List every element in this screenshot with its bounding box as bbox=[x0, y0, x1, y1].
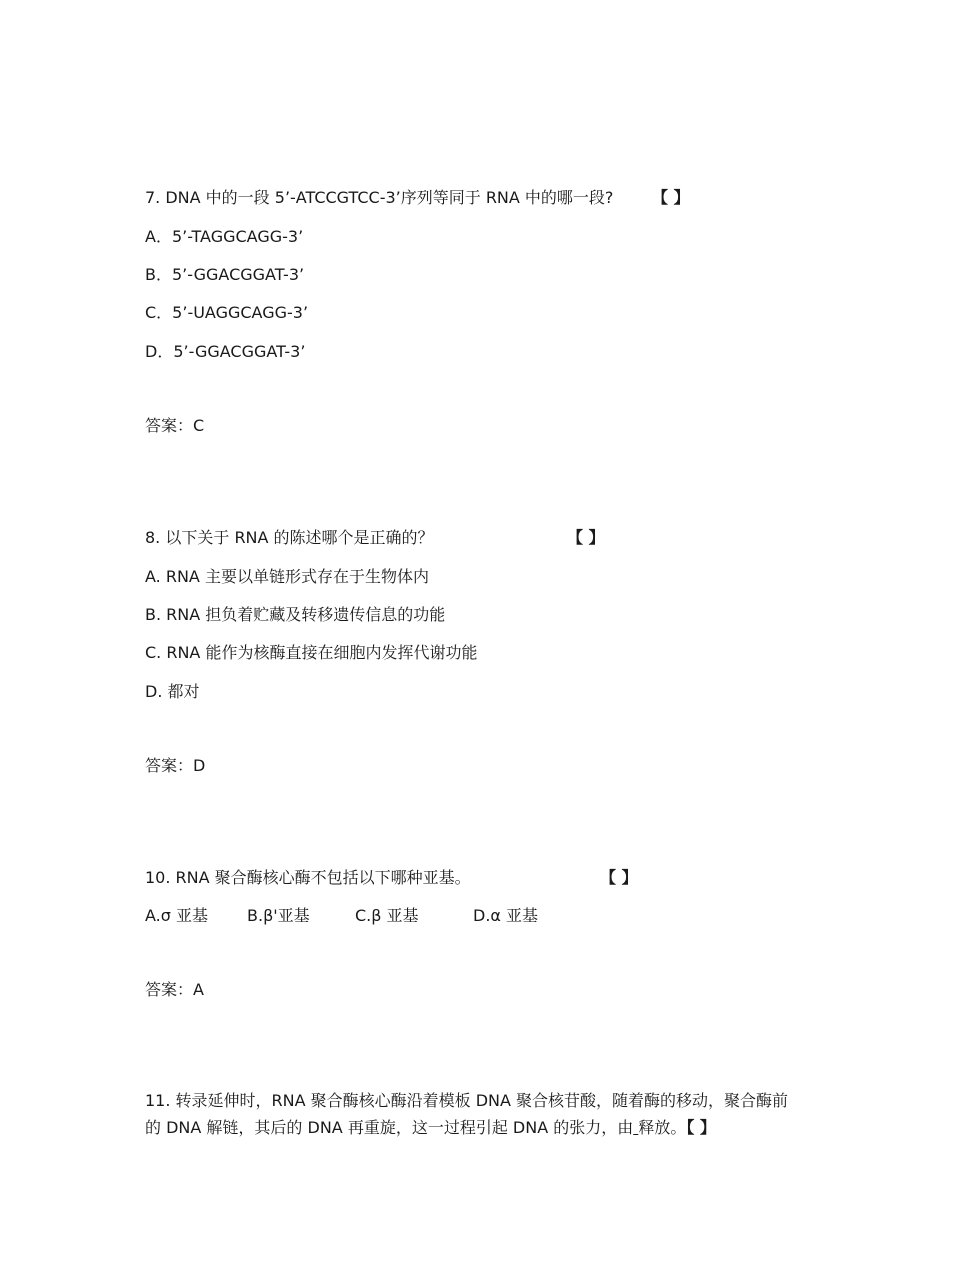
q11-stem-line2 bbox=[145, 1117, 716, 1139]
q7-stem: 7. DNA 中的一段 5’-ATCCGTCC-3’序列等同于 RNA 中的哪一段? bbox=[145, 188, 614, 207]
q8-bracket: 【 】 bbox=[567, 528, 605, 547]
q7-option-d: D．5’-GGACGGAT-3’ bbox=[145, 342, 306, 361]
q7-option-c: C．5’-UAGGCAGG-3’ bbox=[145, 303, 309, 322]
q8-stem: 8. 以下关于 RNA 的陈述哪个是正确的？ bbox=[145, 528, 434, 547]
q8-option-a: A. RNA 主要以单链形式存在于生物体内 bbox=[145, 567, 429, 586]
q10-option-d: D.α 亚基 bbox=[473, 906, 539, 925]
q10-option-b: B.β'亚基 bbox=[247, 906, 310, 925]
q11-stem-line1: 11. 转录延伸时，RNA 聚合酶核心酶沿着模板 DNA 聚合核苷酸，随着酶的移动，聚合酶前 bbox=[145, 1091, 789, 1110]
q8-answer: 答案：D bbox=[145, 756, 206, 775]
q7-option-b: B．5’-GGACGGAT-3’ bbox=[145, 265, 305, 284]
q11-bracket: 【 】 bbox=[686, 1118, 716, 1137]
q8-option-d: D. 都对 bbox=[145, 682, 200, 701]
q10-answer: 答案：A bbox=[145, 980, 204, 999]
q7-bracket: 【 】 bbox=[652, 188, 690, 207]
q11-stem-line2-text: 的 DNA 解链，其后的 DNA 再重旋，这一过程引起 DNA 的张力，由 bbox=[145, 1118, 634, 1137]
q10-bracket: 【 】 bbox=[600, 868, 638, 887]
q7-answer: 答案：C bbox=[145, 416, 205, 435]
q7-option-a: A．5’-TAGGCAGG-3’ bbox=[145, 227, 304, 246]
q8-option-c: C. RNA 能作为核酶直接在细胞内发挥代谢功能 bbox=[145, 643, 478, 662]
q11-stem-line2-tail: 释放。 bbox=[638, 1118, 687, 1137]
q10-option-c: C.β 亚基 bbox=[355, 906, 419, 925]
q8-option-b: B. RNA 担负着贮藏及转移遗传信息的功能 bbox=[145, 605, 446, 624]
q10-stem: 10. RNA 聚合酶核心酶不包括以下哪种亚基。 bbox=[145, 868, 471, 887]
q10-option-a: A.σ 亚基 bbox=[145, 906, 208, 925]
